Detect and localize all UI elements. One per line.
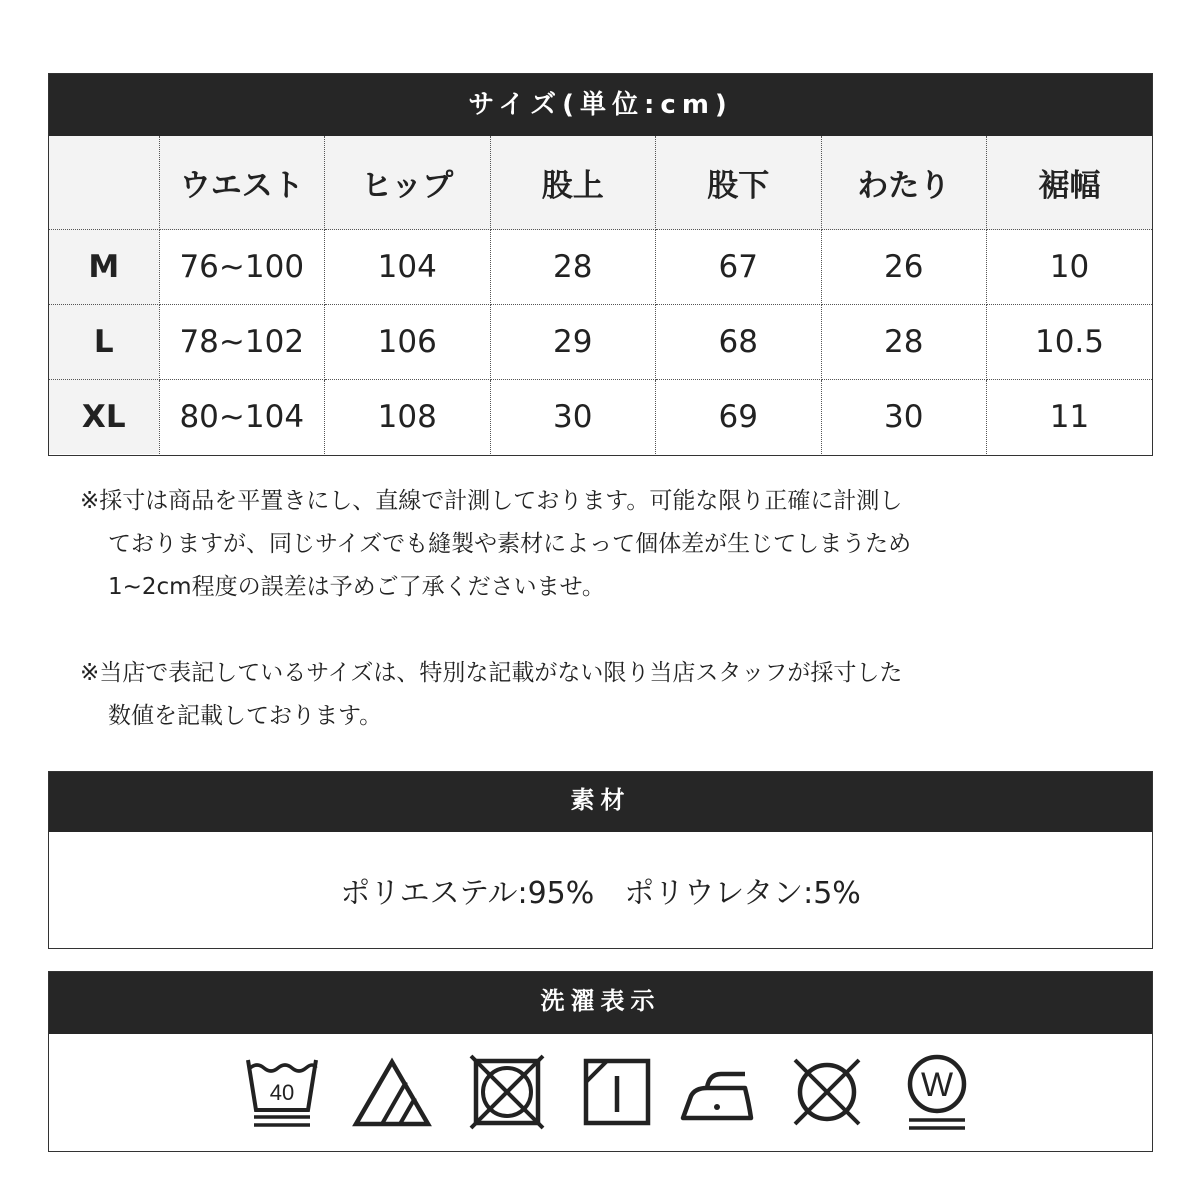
table-cell: 30 xyxy=(821,380,987,455)
table-cell: 78~102 xyxy=(159,305,325,380)
size-label: M xyxy=(49,230,159,305)
table-corner-cell xyxy=(49,136,159,230)
care-label-section xyxy=(48,971,1153,1152)
table-cell: 10.5 xyxy=(987,305,1153,380)
table-cell: 67 xyxy=(656,230,822,305)
table-cell: 69 xyxy=(656,380,822,455)
material-polyurethane: ポリウレタン:5% xyxy=(624,876,861,911)
size-table-header-row xyxy=(49,136,1152,230)
iron-low-icon xyxy=(677,1052,757,1132)
table-cell: 76~100 xyxy=(159,230,325,305)
wetclean-letter: W xyxy=(920,1066,954,1104)
table-cell: 11 xyxy=(1049,399,1090,435)
bleach-non-chlorine-icon xyxy=(352,1052,432,1132)
size-table-title: サイズ(単位:cm) xyxy=(49,74,1152,136)
wash-temperature: 40 xyxy=(269,1080,295,1105)
column-header-thigh: わたり xyxy=(821,136,987,230)
note-line: ※採寸は商品を平置きにし、直線で計測しております。可能な限り正確に計測し xyxy=(80,488,903,514)
table-cell: 26 xyxy=(821,230,987,305)
wash-40-gentle-icon xyxy=(242,1052,322,1132)
material-section xyxy=(48,771,1153,949)
column-header-hip: ヒップ xyxy=(325,136,491,230)
wet-clean-gentle-icon xyxy=(897,1052,977,1136)
no-tumble-dry-icon xyxy=(467,1052,547,1132)
table-cell: 30 xyxy=(490,380,656,455)
material-polyester: ポリエステル:95% xyxy=(340,876,595,911)
column-header-hem: 裾幅 xyxy=(987,136,1153,230)
table-row xyxy=(49,230,1152,305)
size-source-note xyxy=(80,652,1060,738)
note-line: ※当店で表記しているサイズは、特別な記載がない限り当店スタッフが採寸した xyxy=(80,660,903,686)
table-cell: 80~104 xyxy=(159,380,325,455)
table-cell: 28 xyxy=(490,230,656,305)
column-header-inseam: 股下 xyxy=(656,136,822,230)
care-icons-row xyxy=(49,1034,1152,1151)
column-header-rise: 股上 xyxy=(490,136,656,230)
note-line: 数値を記載しております。 xyxy=(108,703,383,729)
material-title: 素材 xyxy=(49,772,1152,832)
size-table-section xyxy=(48,73,1153,456)
care-title: 洗濯表示 xyxy=(49,972,1152,1034)
drip-dry-icon xyxy=(577,1052,657,1132)
table-cell: 29 xyxy=(490,305,656,380)
no-dry-clean-icon xyxy=(787,1052,867,1132)
note-line: 1~2cm程度の誤差は予めご了承くださいませ。 xyxy=(108,574,605,600)
measurement-note xyxy=(80,480,1060,609)
table-cell: 106 xyxy=(325,305,491,380)
column-header-waist: ウエスト xyxy=(159,136,325,230)
table-cell: 28 xyxy=(821,305,987,380)
table-cell: 108 xyxy=(325,380,491,455)
table-cell: 104 xyxy=(325,230,491,305)
size-label: L xyxy=(49,305,159,380)
material-body xyxy=(49,832,1152,948)
size-label: XL xyxy=(49,380,159,455)
table-row xyxy=(49,305,1152,380)
note-line: ておりますが、同じサイズでも縫製や素材によって個体差が生じてしまうため xyxy=(108,531,912,557)
size-table xyxy=(49,136,1152,454)
table-cell: 68 xyxy=(656,305,822,380)
table-row xyxy=(49,380,1152,455)
table-cell: 10 xyxy=(987,230,1153,305)
